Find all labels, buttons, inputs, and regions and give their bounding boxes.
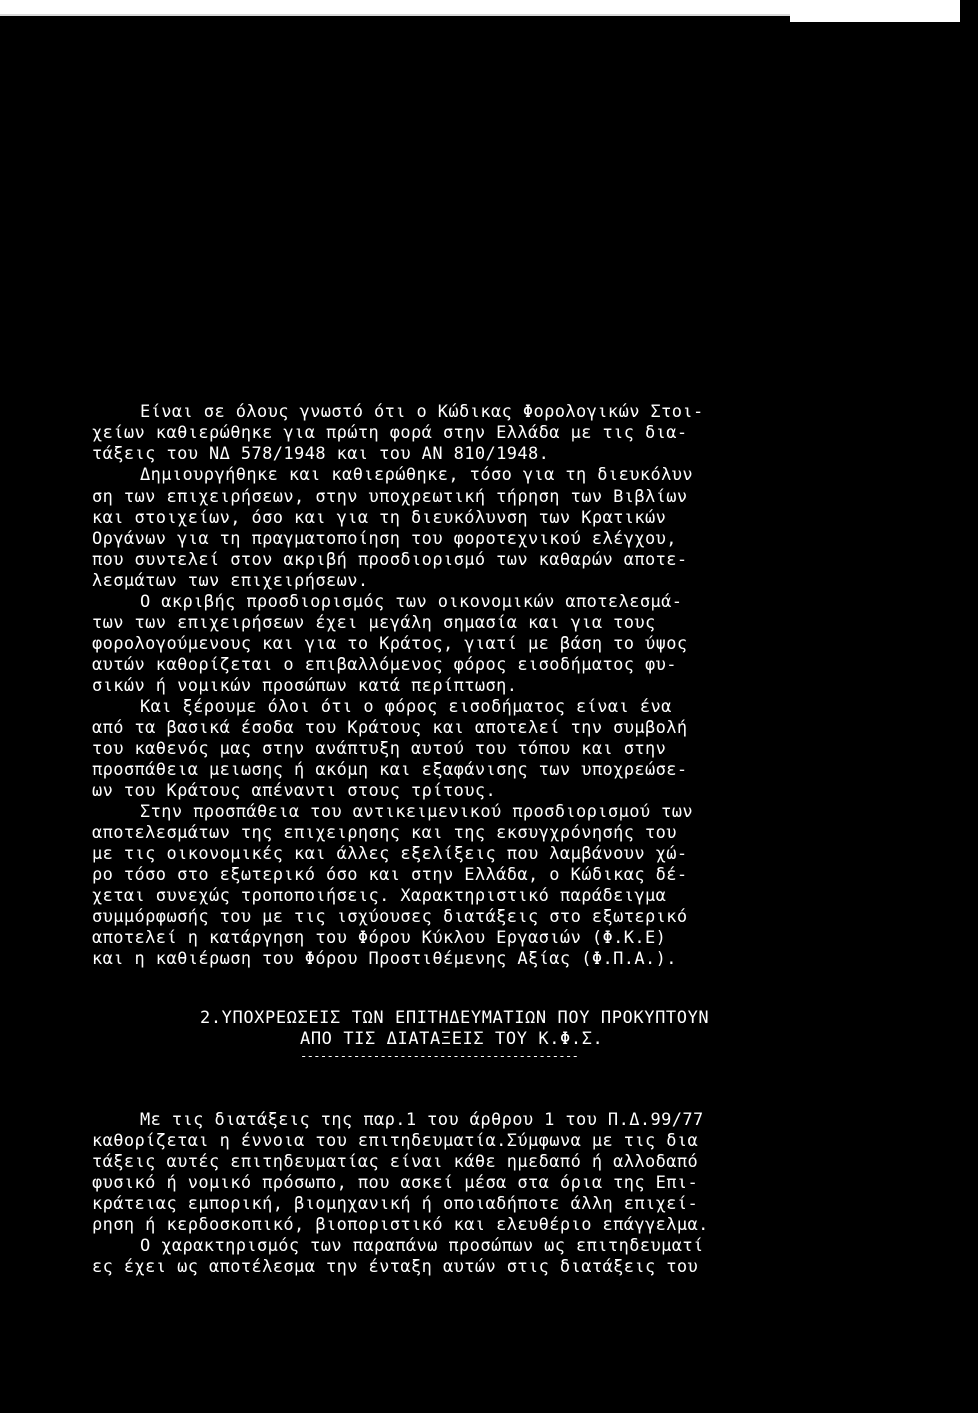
text-line: τάξεις αυτές επιτηδευματίας είναι κάθε ημεδαπό ή αλλοδαπό [92, 1152, 699, 1172]
text-line: ση των επιχειρήσεων, στην υποχρεωτική τήρηση των Βιβλίων [92, 487, 688, 507]
text-line: Είναι σε όλους γνωστό ότι ο Κώδικας Φορολογικών Στοι- [140, 402, 704, 422]
section-heading: 2.ΥΠΟΧΡΕΩΣΕΙΣ ΤΩΝ ΕΠΙΤΗΔΕΥΜΑΤΙΩΝ ΠΟΥ ΠΡΟΚΥΠΤΟΥΝ [200, 1008, 710, 1028]
section-heading: ΑΠΟ ΤΙΣ ΔΙΑΤΑΞΕΙΣ ΤΟΥ Κ.Φ.Σ. [300, 1029, 604, 1049]
text-line: Με τις διατάξεις της παρ.1 του άρθρου 1 του Π.Δ.99/77 [140, 1110, 704, 1130]
text-line: τάξεις του ΝΔ 578/1948 και του ΑΝ 810/1948. [92, 444, 550, 464]
text-line: καθορίζεται η έννοια του επιτηδευματία.Σύμφωνα με τις δια [92, 1131, 699, 1151]
text-line: λεσμάτων των επιχειρήσεων. [92, 571, 369, 591]
text-line: Οργάνων για τη πραγματοποίηση του φοροτεχνικού ελέγχου, [92, 529, 677, 549]
text-line: από τα βασικά έσοδα του Κράτους και αποτελεί την συμβολή [92, 718, 688, 738]
text-line: ες έχει ως αποτέλεσμα την ένταξη αυτών στις διατάξεις του [92, 1257, 699, 1277]
text-line: των των επιχειρήσεων έχει μεγάλη σημασία και για τους [92, 613, 656, 633]
text-line: αποτελεί η κατάργηση του Φόρου Κύκλου Εργασιών (Φ.Κ.Ε) [92, 928, 667, 948]
text-line: του καθενός μας στην ανάπτυξη αυτού του τόπου και στην [92, 739, 667, 759]
text-line: και η καθιέρωση του Φόρου Προστιθέμενης Αξίας (Φ.Π.Α.). [92, 949, 677, 969]
text-line: Ο χαρακτηρισμός των παραπάνω προσώπων ως επιτηδευματί [140, 1236, 704, 1256]
text-line: αποτελεσμάτων της επιχειρησης και της εκσυγχρόνησής του [92, 823, 677, 843]
text-line: ων του Κράτους απέναντι στους τρίτους. [92, 781, 497, 801]
text-line: ρο τόσο στο εξωτερικό όσο και στην Ελλάδα, ο Κώδικας δέ- [92, 865, 688, 885]
text-line: κράτειας εμπορική, βιομηχανική ή οποιαδήποτε άλλη επιχεί- [92, 1194, 699, 1214]
text-line: χείων καθιερώθηκε για πρώτη φορά στην Ελλάδα με τις δια- [92, 423, 688, 443]
text-line: σικών ή νομικών προσώπων κατά περίπτωση. [92, 676, 518, 696]
text-line: συμμόρφωσής του με τις ισχύουσες διατάξεις στο εξωτερικό [92, 907, 688, 927]
text-line: χεται συνεχώς τροποποιήσεις. Χαρακτηριστικό παράδειγμα [92, 886, 667, 906]
text-line: με τις οικονομικές και άλλες εξελίξεις που λαμβάνουν χώ- [92, 844, 688, 864]
text-line: φορολογούμενους και για το Κράτος, γιατί με βάση το ύψος [92, 634, 688, 654]
text-line: προσπάθεια μειωσης ή ακόμη και εξαφάνισης των υποχρεώσε- [92, 760, 688, 780]
text-line: που συντελεί στον ακριβή προσδιορισμό των καθαρών αποτε- [92, 550, 688, 570]
text-line: φυσικό ή νομικό πρόσωπο, που ασκεί μέσα στα όρια της Επι- [92, 1173, 699, 1193]
heading-underline: ------------------------------------------ [300, 1049, 579, 1063]
text-line: Ο ακριβής προσδιορισμός των οικονομικών αποτελεσμά- [140, 592, 683, 612]
text-line: αυτών καθορίζεται ο επιβαλλόμενος φόρος εισοδήματος φυ- [92, 655, 677, 675]
text-line: ρηση ή κερδοσκοπικό, βιοποριστικό και ελευθέριο επάγγελμα. [92, 1215, 709, 1235]
text-line: Και ξέρουμε όλοι ότι ο φόρος εισοδήματος είναι ένα [140, 697, 672, 717]
text-line: Δημιουργήθηκε και καθιερώθηκε, τόσο για τη διευκόλυν [140, 465, 694, 485]
text-line: Στην προσπάθεια του αντικειμενικού προσδιορισμού των [140, 802, 694, 822]
text-line: και στοιχείων, όσο και για τη διευκόλυνση των Κρατικών [92, 508, 667, 528]
